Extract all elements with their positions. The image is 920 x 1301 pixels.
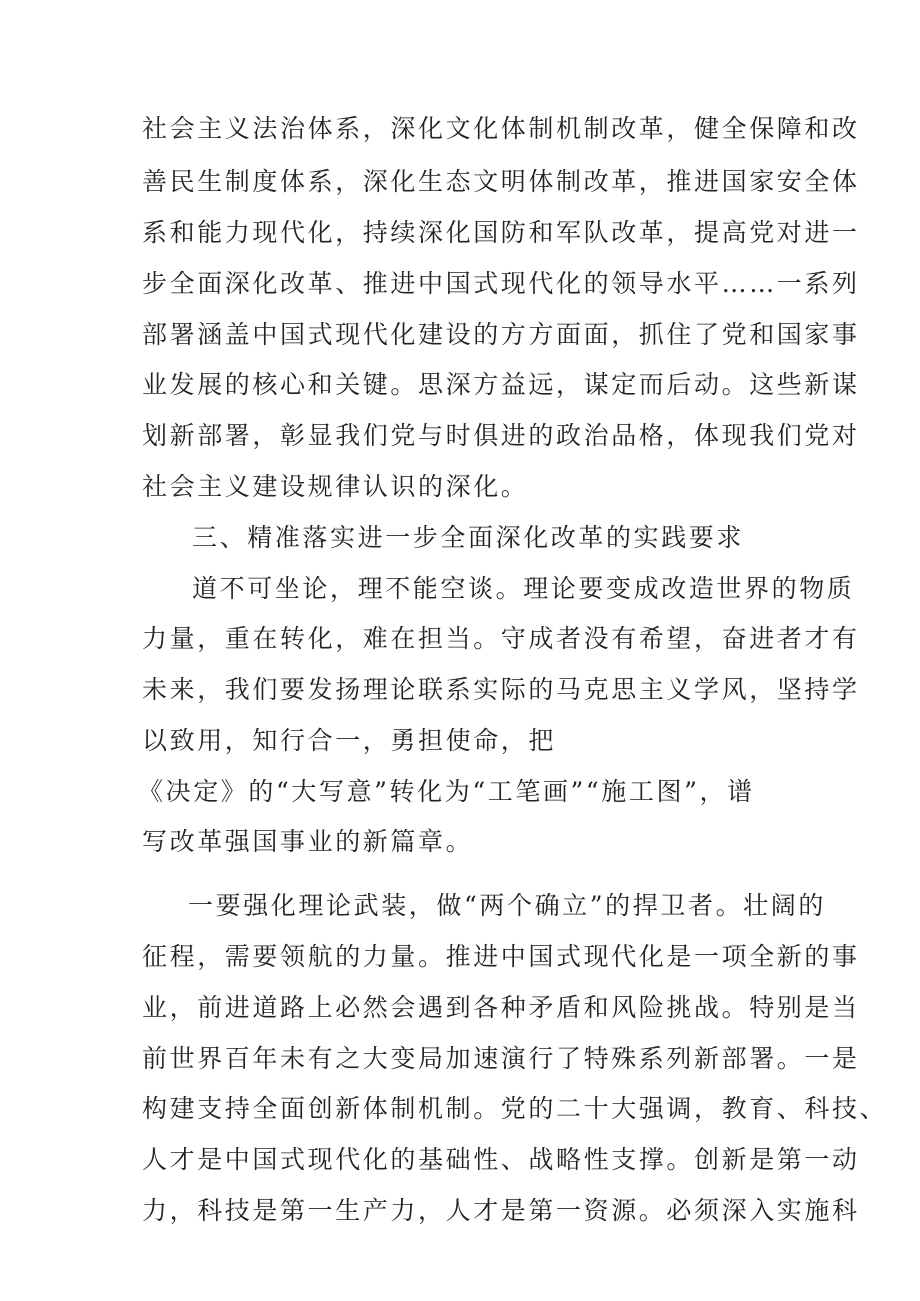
text-line: 业，前进道路上必然会遇到各种矛盾和风险挑战。特别是当: [142, 993, 860, 1022]
text-line: 社会主义法治体系，深化文化体制机制改革，健全保障和改: [142, 114, 860, 143]
text-line: 部署涵盖中国式现代化建设的方方面面，抓住了党和国家事: [142, 320, 860, 349]
text-line: 业发展的核心和关键。思深方益远，谋定而后动。这些新谋: [142, 370, 860, 399]
text-line: 步全面深化改革、推进中国式现代化的领导水平……一系列: [142, 269, 860, 298]
text-line: 人才是中国式现代化的基础性、战略性支撑。创新是第一动: [142, 1145, 860, 1174]
text-line: 力，科技是第一生产力，人才是第一资源。必须深入实施科: [142, 1196, 860, 1225]
text-line: 系和能力现代化，持续深化国防和军队改革，提高党对进一: [142, 218, 860, 247]
text-line: 构建支持全面创新体制机制。党的二十大强调，教育、科技、: [142, 1094, 888, 1123]
text-line: 写改革强国事业的新篇章。: [142, 827, 474, 856]
text-line: 社会主义建设规律认识的深化。: [142, 472, 529, 501]
text-line: 前世界百年未有之大变局加速演行了特殊系列新部署。一是: [142, 1044, 860, 1073]
text-line: 划新部署，彰显我们党与时俱进的政治品格，体现我们党对: [142, 421, 860, 450]
text-line: 道不可坐论，理不能空谈。理论要变成改造世界的物质: [192, 574, 855, 603]
text-line: 《决定》的“大写意”转化为“工笔画”“施工图”，谱: [138, 777, 755, 806]
text-line: 征程，需要领航的力量。推进中国式现代化是一项全新的事: [142, 942, 860, 971]
text-line: 以致用，知行合一，勇担使命，把: [142, 726, 557, 755]
text-line: 未来，我们要发扬理论联系实际的马克思主义学风，坚持学: [142, 675, 860, 704]
text-line: 善民生制度体系，深化生态文明体制改革，推进国家安全体: [142, 167, 860, 196]
section-heading: 三、精准落实进一步全面深化改革的实践要求: [192, 523, 745, 552]
text-line: 一要强化理论武装，做“两个确立”的捍卫者。壮阔的: [188, 891, 826, 920]
text-line: 力量，重在转化，难在担当。守成者没有希望，奋进者才有: [142, 624, 860, 653]
